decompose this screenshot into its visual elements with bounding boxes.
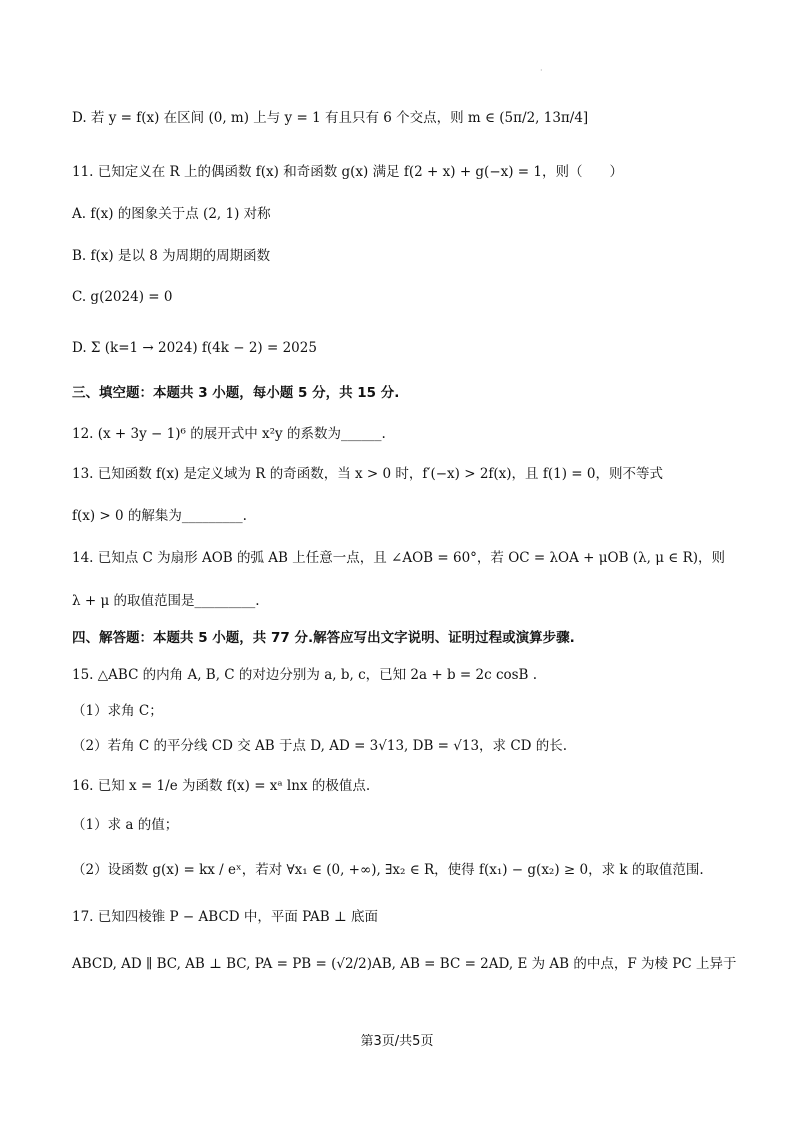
text-line: B. f(x) 是以 8 为周期的周期函数 [72, 248, 271, 264]
text-line: 四、解答题：本题共 5 小题，共 77 分.解答应写出文字说明、证明过程或演算步骤. [72, 630, 575, 646]
text-line: A. f(x) 的图象关于点 (2, 1) 对称 [72, 206, 271, 222]
text-line: λ + μ 的取值范围是_________. [72, 593, 260, 609]
text-line: ABCD, AD ∥ BC, AB ⊥ BC, PA = PB = (√2/2)AB, AB = BC = 2AD, E 为 AB 的中点，F 为棱 PC 上异于 [72, 956, 737, 972]
text-line: （2）若角 C 的平分线 CD 交 AB 于点 D, AD = 3√13, DB = √13，求 CD 的长. [72, 738, 568, 754]
text-line: 11. 已知定义在 R 上的偶函数 f(x) 和奇函数 g(x) 满足 f(2 + x) + g(−x) = 1，则（ ） [72, 164, 624, 180]
text-line: 17. 已知四棱锥 P − ABCD 中，平面 PAB ⊥ 底面 [72, 909, 378, 925]
text-line: （2）设函数 g(x) = kx / eˣ，若对 ∀x₁ ∈ (0, +∞), ∃x₂ ∈ R，使得 f(x₁) − g(x₂) ≥ 0，求 k 的取值范围. [72, 862, 704, 878]
scan-speck: · [540, 66, 543, 75]
text-line: D. Σ (k=1 → 2024) f(4k − 2) = 2025 [72, 340, 317, 356]
text-line: 15. △ABC 的内角 A, B, C 的对边分别为 a, b, c，已知 2a + b = 2c cosB . [72, 667, 538, 683]
text-line: D. 若 y = f(x) 在区间 (0, m) 上与 y = 1 有且只有 6 个交点，则 m ∈ (5π/2, 13π/4] [72, 110, 589, 126]
text-line: 13. 已知函数 f(x) 是定义域为 R 的奇函数，当 x > 0 时，f′(−x) > 2f(x)，且 f(1) = 0，则不等式 [72, 466, 663, 482]
text-line: （1）求角 C； [72, 703, 163, 719]
text-line: 14. 已知点 C 为扇形 AOB 的弧 AB 上任意一点，且 ∠AOB = 60°，若 OC = λOA + μOB (λ, μ ∈ R)，则 [72, 550, 725, 566]
text-line: 三、填空题：本题共 3 小题，每小题 5 分，共 15 分. [72, 385, 400, 401]
text-line: C. g(2024) = 0 [72, 289, 173, 305]
text-line: f(x) > 0 的解集为_________. [72, 508, 247, 524]
page-footer: 第3页/共5页 [360, 1034, 434, 1049]
text-line: （1）求 a 的值； [72, 817, 179, 833]
text-line: 12. (x + 3y − 1)⁶ 的展开式中 x²y 的系数为______. [72, 426, 386, 442]
text-line: 16. 已知 x = 1/e 为函数 f(x) = xᵃ lnx 的极值点. [72, 778, 371, 794]
